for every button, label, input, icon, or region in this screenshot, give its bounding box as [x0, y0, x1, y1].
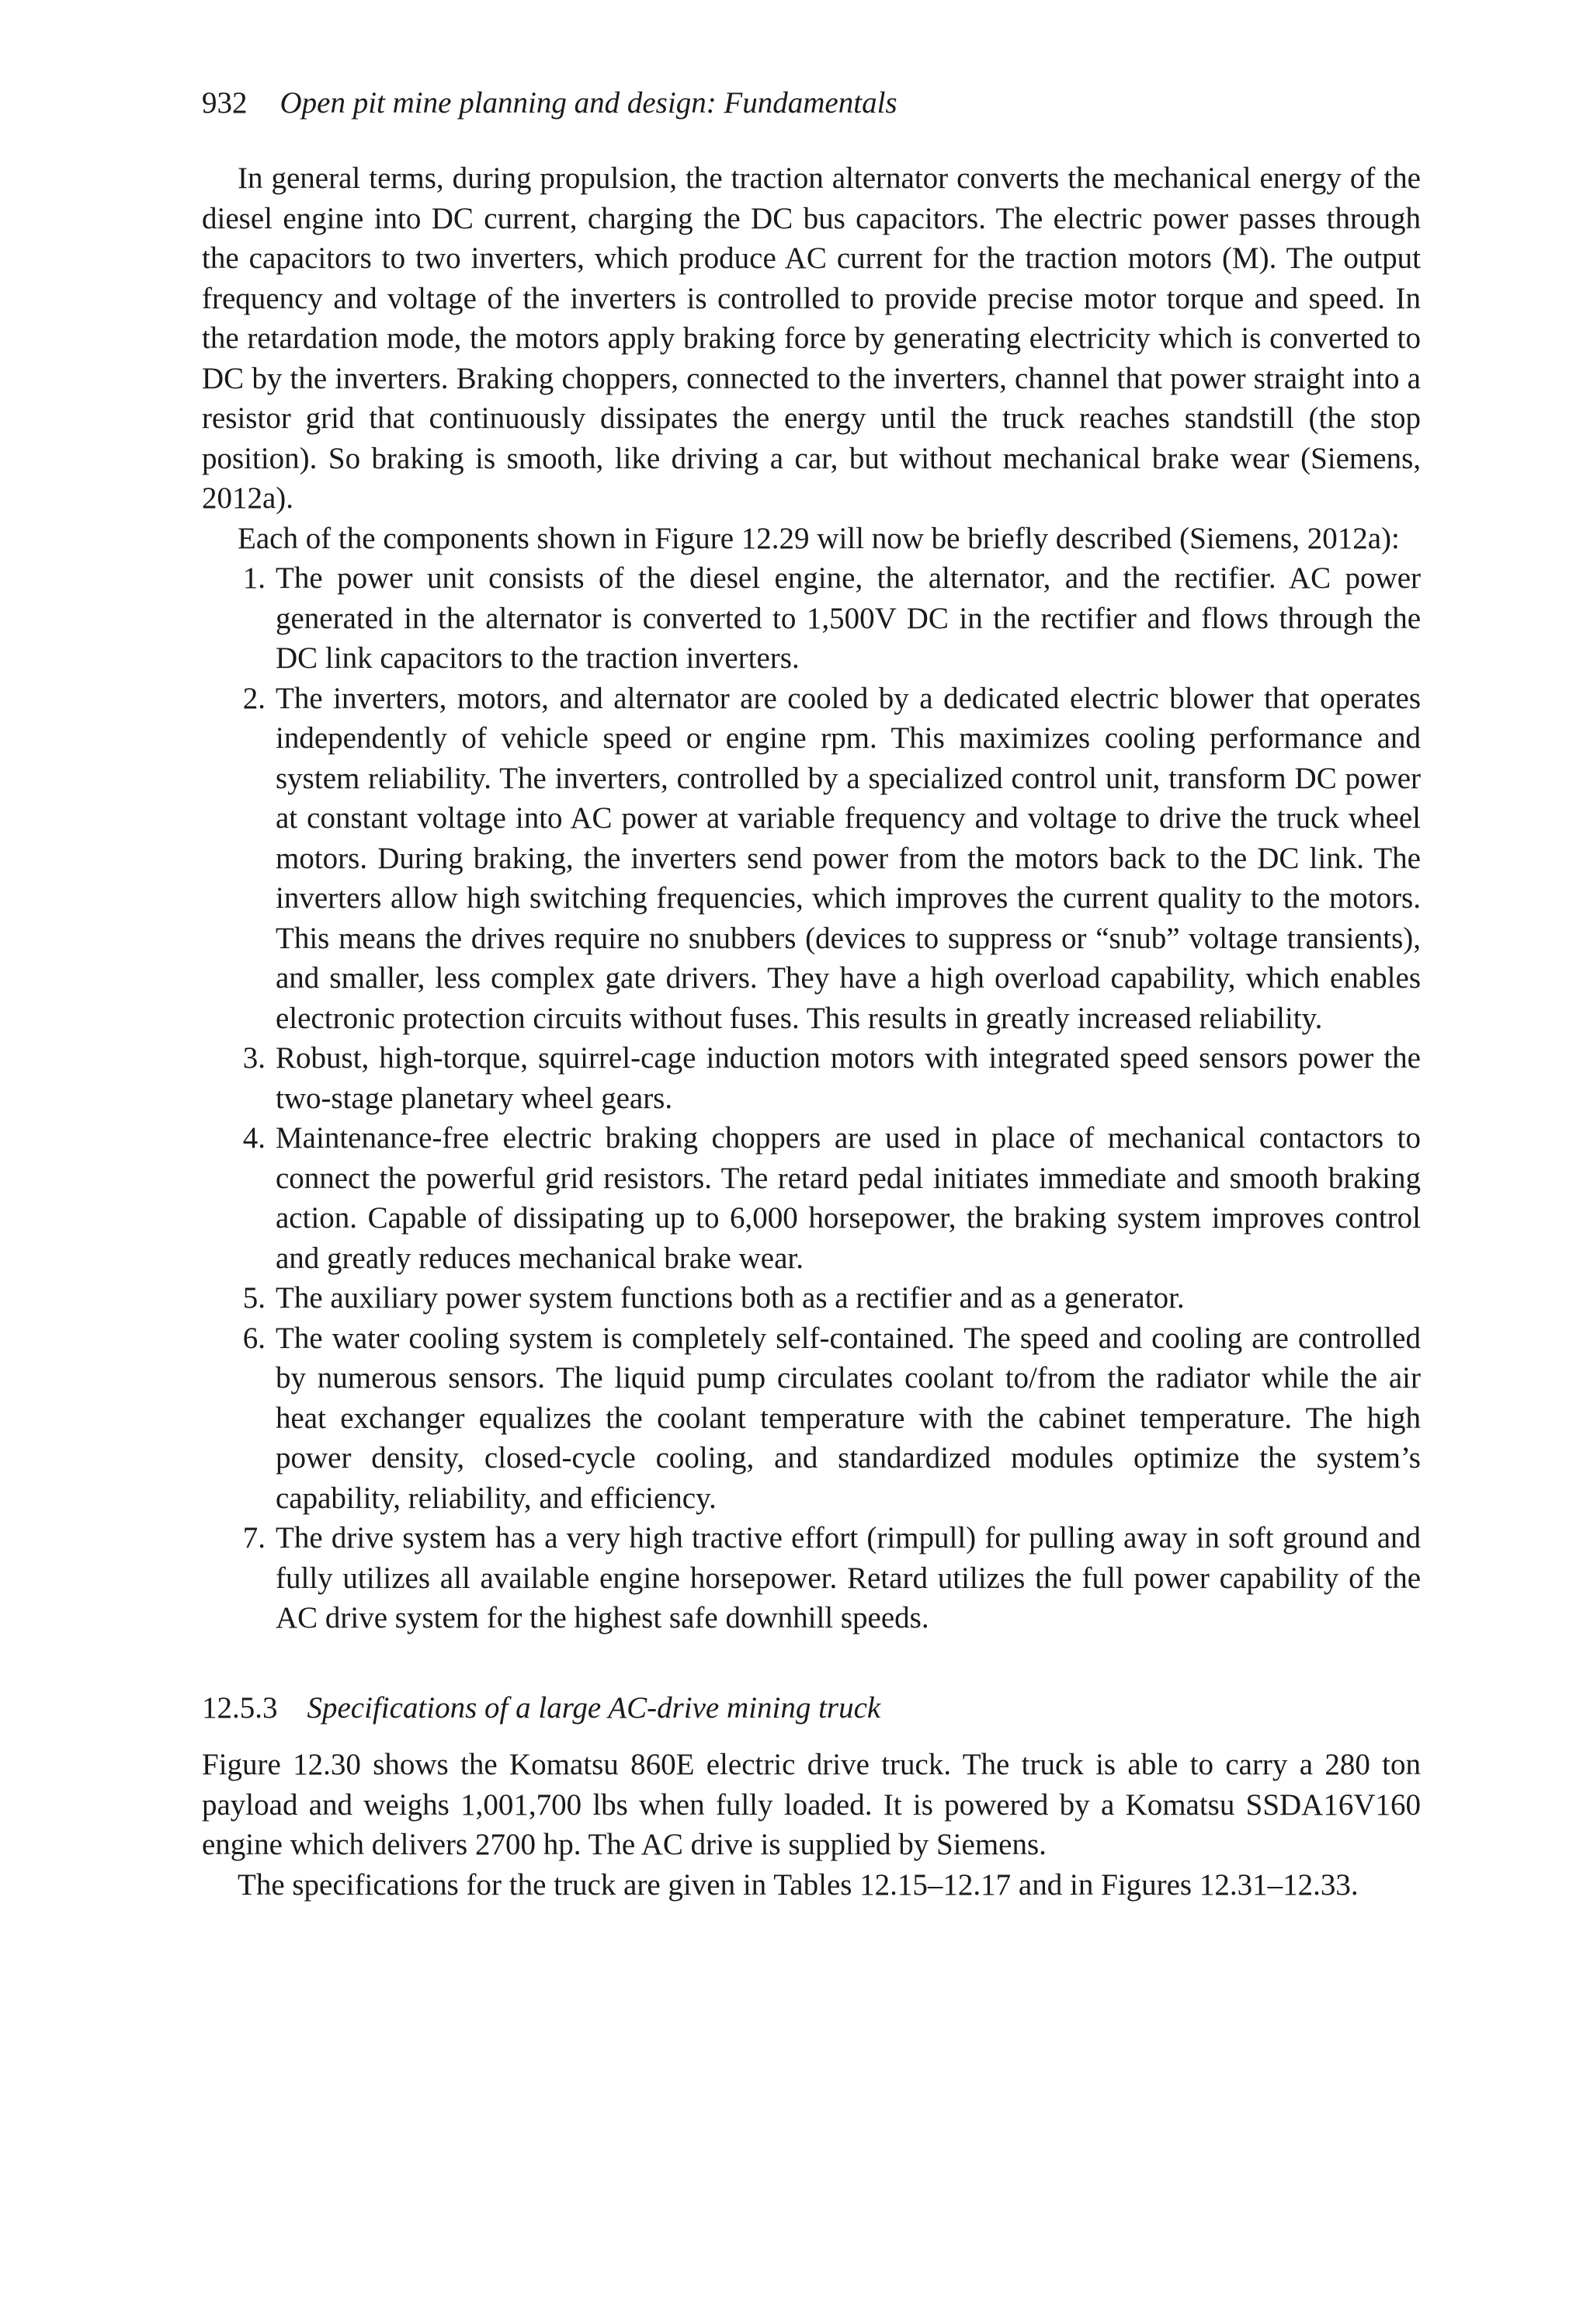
list-item-number: 7.: [242, 1521, 266, 1555]
list-item-number: 3.: [242, 1041, 266, 1075]
list-item-text: The auxiliary power system functions both as a rectifier and as a generator.: [276, 1281, 1185, 1315]
component-list: [202, 558, 1421, 1638]
section-paragraph-1: Figure 12.30 shows the Komatsu 860E electric drive truck. The truck is able to carry a 280 ton payload and weighs 1,001,700 lbs when fully loaded. It is powered by a Komatsu SSDA16V160 engine which delivers 2700 hp. The AC drive is supplied by Siemens.: [202, 1748, 1421, 1861]
intro-paragraph-2: Each of the components shown in Figure 12.29 will now be briefly described (Siemens, 2012a):: [238, 521, 1400, 555]
list-item-number: 1.: [242, 561, 266, 595]
list-item: [202, 1518, 1421, 1638]
section-paragraph-2: The specifications for the truck are given in Tables 12.15–12.17 and in Figures 12.31–12.33.: [238, 1867, 1359, 1902]
list-item-text: The power unit consists of the diesel engine, the alternator, and the rectifier. AC power generated in the alternator is converted to 1,500V DC in the rectifier and flows through the DC link capacitors to the traction inverters.: [276, 561, 1421, 675]
section-title: Specifications of a large AC-drive mining truck: [307, 1690, 881, 1725]
list-item-number: 4.: [242, 1121, 266, 1155]
book-title: Open pit mine planning and design: Fundamentals: [279, 86, 897, 120]
intro-paragraph-1: In general terms, during propulsion, the traction alternator converts the mechanical energy of the diesel engine into DC current, charging the DC bus capacitors. The electric power passes through the capacitors to two inverters, which produce AC current for the traction motors (M). The output frequency and voltage of the inverters is controlled to provide precise motor torque and speed. In the retardation mode, the motors apply braking force by generating electricity which is converted to DC by the inverters. Braking choppers, connected to the inverters, channel that power straight into a resistor grid that continuously dissipates the energy until the truck reaches standstill (the stop position). So braking is smooth, like driving a car, but without mechanical brake wear (Siemens, 2012a).: [202, 162, 1421, 515]
section-number: 12.5.3: [202, 1690, 278, 1725]
list-item-number: 2.: [242, 681, 266, 715]
list-item: [202, 1318, 1421, 1519]
page-number: 932: [202, 86, 248, 120]
list-item-text: The inverters, motors, and alternator are cooled by a dedicated electric blower that operates independently of vehicle speed or engine rpm. This maximizes cooling performance and system reliability. The inverters, controlled by a specialized control unit, transform DC power at constant voltage into AC power at variable frequency and voltage to drive the truck wheel motors. During braking, the inverters send power from the motors back to the DC link. The inverters allow high switching frequencies, which improves the current quality to the motors. This means the drives require no snubbers (devices to suppress or “snub” voltage transients), and smaller, less complex gate drivers. They have a high overload capability, which enables electronic protection circuits without fuses. This results in greatly increased reliability.: [276, 681, 1421, 1035]
list-item-number: 6.: [242, 1321, 266, 1355]
book-page: [202, 84, 1421, 1905]
list-item-text: Robust, high-torque, squirrel-cage induction motors with integrated speed sensors power the two-stage planetary wheel gears.: [276, 1041, 1421, 1115]
list-item-text: The drive system has a very high tractive effort (rimpull) for pulling away in soft ground and fully utilizes all available engine horsepower. Retard utilizes the full power capability of the AC drive system for the highest safe downhill speeds.: [276, 1521, 1421, 1634]
list-item: [202, 1118, 1421, 1278]
section-heading: [202, 1688, 1421, 1728]
list-item: [202, 558, 1421, 679]
list-item: [202, 1038, 1421, 1118]
list-item-text: Maintenance-free electric braking choppers are used in place of mechanical contactors to connect the powerful grid resistors. The retard pedal initiates immediate and smooth braking action. Capable of dissipating up to 6,000 horsepower, the braking system improves control and greatly reduces mechanical brake wear.: [276, 1121, 1421, 1275]
list-item-number: 5.: [242, 1281, 266, 1315]
running-head: [202, 84, 1421, 123]
list-item: [202, 679, 1421, 1039]
list-item: [202, 1278, 1421, 1318]
list-item-text: The water cooling system is completely self-contained. The speed and cooling are controlled by numerous sensors. The liquid pump circulates coolant to/from the radiator while the air heat exchanger equalizes the coolant temperature with the cabinet temperature. The high power density, closed-cycle cooling, and standardized modules optimize the system’s capability, reliability, and efficiency.: [276, 1321, 1421, 1515]
